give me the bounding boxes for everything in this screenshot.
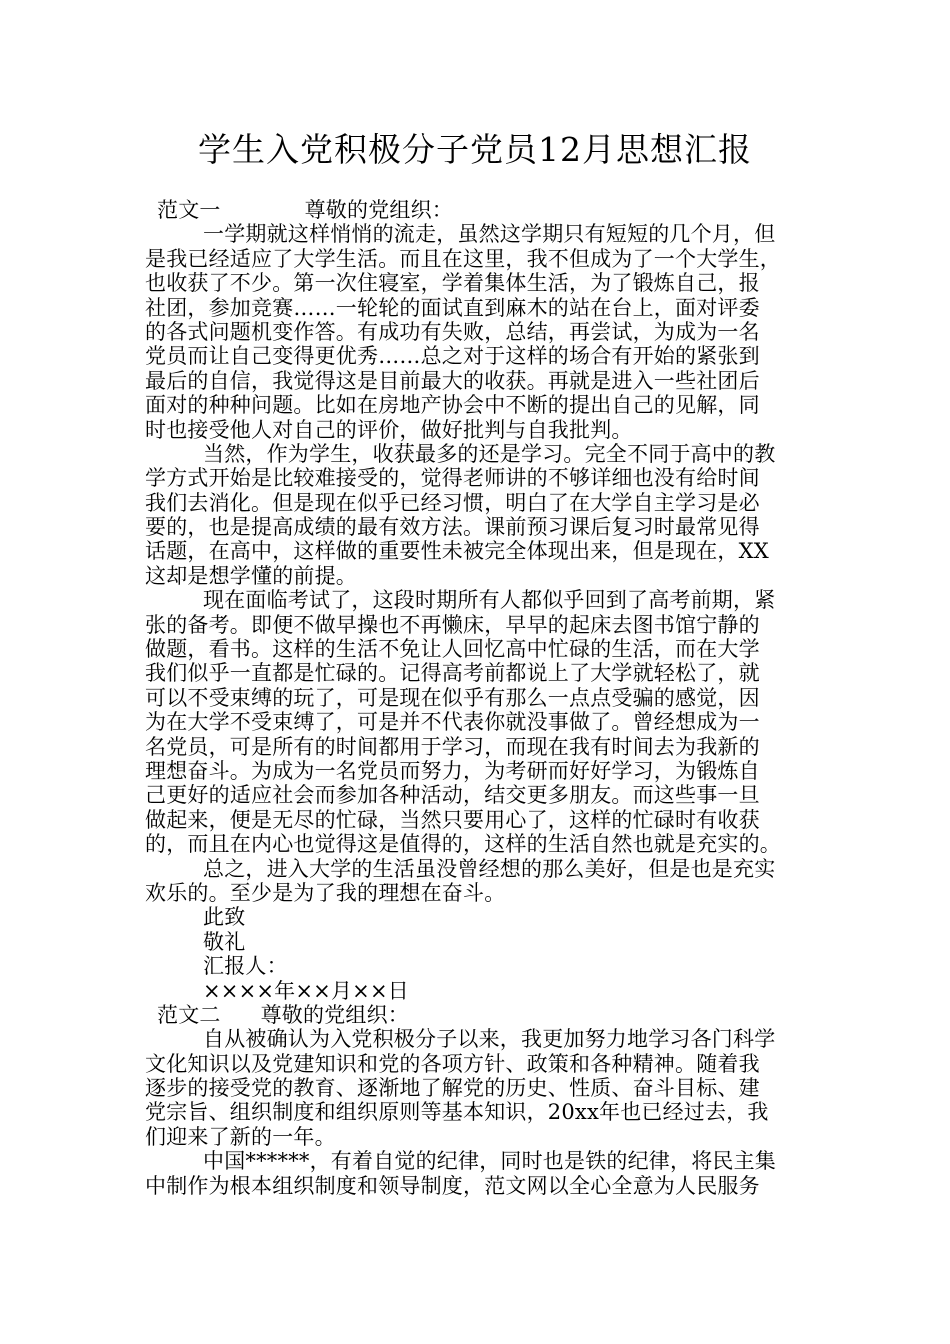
signature-line: 汇报人： (203, 954, 288, 979)
sample2-heading (145, 1003, 815, 1027)
document-title: 学生入党积极分子党员12月思想汇报 (198, 130, 752, 169)
paragraph-line: 可以不受束缚的玩了，可是现在似乎有那么一点点受骗的感觉，因 (145, 685, 760, 710)
paragraph-line: 做题，看书。这样的生活不免让人回忆高中忙碌的生活，而在大学 (145, 637, 760, 662)
paragraph-line: 中国******，有着自觉的纪律，同时也是铁的纪律，将民主集 (203, 1149, 776, 1174)
paragraph-line: 学方式开始是比较难接受的，觉得老师讲的不够详细也没有给时间 (145, 466, 760, 491)
paragraph-line: 是我已经适应了大学生活。而且在这里，我不但成为了一个大学生， (145, 246, 781, 271)
sample2-label: 范文二 (157, 1002, 221, 1027)
paragraph-line: 欢乐的。至少是为了我的理想在奋斗。 (145, 880, 506, 905)
paragraph-line: 话题，在高中，这样做的重要性未被完全体现出来，但是现在，XX (145, 539, 769, 564)
paragraph-line: 名党员，可是所有的时间都用于学习，而现在我有时间去为我新的 (145, 734, 760, 759)
paragraph-line: 一学期就这样悄悄的流走，虽然这学期只有短短的几个月，但 (203, 222, 776, 247)
paragraph-line: 要的，也是提高成绩的最有效方法。课前预习课后复习时最常见得 (145, 515, 760, 540)
closing-line: 敬礼 (203, 929, 246, 954)
paragraph-line: 张的备考。即便不做早操也不再懒床，早早的起床去图书馆宁静的 (145, 612, 760, 637)
paragraph-line: 最后的自信，我觉得这是目前最大的收获。再就是进入一些社团后 (145, 368, 760, 393)
paragraph-line: 面对的种种问题。比如在房地产协会中不断的提出自己的见解，同 (145, 393, 760, 418)
paragraph-line: 也收获了不少。第一次住寝室，学着集体生活，为了锻炼自己，报 (145, 271, 760, 296)
closing-line: 此致 (203, 905, 246, 930)
paragraph-line: 总之，进入大学的生活虽没曾经想的那么美好，但是也是充实 (203, 856, 776, 881)
sample1-salutation: 尊敬的党组织： (304, 198, 454, 222)
paragraph-line: 时也接受他人对自己的评价，做好批判与自我批判。 (145, 417, 633, 442)
paragraph-line: 当然，作为学生，收获最多的还是学习。完全不同于高中的教 (203, 441, 776, 466)
paragraph-line: 我们似乎一直都是忙碌的。记得高考前都说上了大学就轻松了，就 (145, 661, 760, 686)
paragraph-line: 这却是想学懂的前提。 (145, 563, 357, 588)
sample1-heading (145, 198, 815, 222)
paragraph-line: 的各式问题机变作答。有成功有失败，总结，再尝试，为成为一名 (145, 319, 760, 344)
paragraph-line: 社团，参加竞赛……一轮轮的面试直到麻木的站在台上，面对评委 (145, 295, 760, 320)
paragraph-line: 理想奋斗。为成为一名党员而努力，为考研而好好学习，为锻炼自 (145, 758, 760, 783)
paragraph-line: 的，而且在内心也觉得这是值得的，这样的生活自然也就是充实的。 (145, 832, 781, 857)
paragraph-line: 党员而让自己变得更优秀……总之对于这样的场合有开始的紧张到 (145, 344, 760, 369)
paragraph-line: 党宗旨、组织制度和组织原则等基本知识，20xx年也已经过去，我 (145, 1100, 769, 1125)
paragraph-line: 我们去消化。但是现在似乎已经习惯，明白了在大学自主学习是必 (145, 490, 760, 515)
paragraph-line: 逐步的接受党的教育、逐渐地了解党的历史、性质、奋斗目标、建 (145, 1076, 760, 1101)
date-line: ××××年××月××日 (203, 978, 409, 1003)
paragraph-line: 文化知识以及党建知识和党的各项方针、政策和各种精神。随着我 (145, 1051, 760, 1076)
paragraph-line: 自从被确认为入党积极分子以来，我更加努力地学习各门科学 (203, 1027, 776, 1052)
paragraph-line: 己更好的适应社会而参加各种活动，结交更多朋友。而这些事一旦 (145, 783, 760, 808)
paragraph-line: 做起来，便是无尽的忙碌，当然只要用心了，这样的忙碌时有收获 (145, 807, 760, 832)
sample2-salutation: 尊敬的党组织： (260, 1002, 410, 1027)
document-body (145, 198, 815, 1198)
sample1-label: 范文一 (157, 198, 221, 222)
paragraph-line: 们迎来了新的一年。 (145, 1124, 336, 1149)
paragraph-line: 为在大学不受束缚了，可是并不代表你就没事做了。曾经想成为一 (145, 710, 760, 735)
paragraph-line: 中制作为根本组织制度和领导制度，范文网以全心全意为人民服务 (145, 1173, 760, 1198)
paragraph-line: 现在面临考试了，这段时期所有人都似乎回到了高考前期，紧 (203, 588, 776, 613)
